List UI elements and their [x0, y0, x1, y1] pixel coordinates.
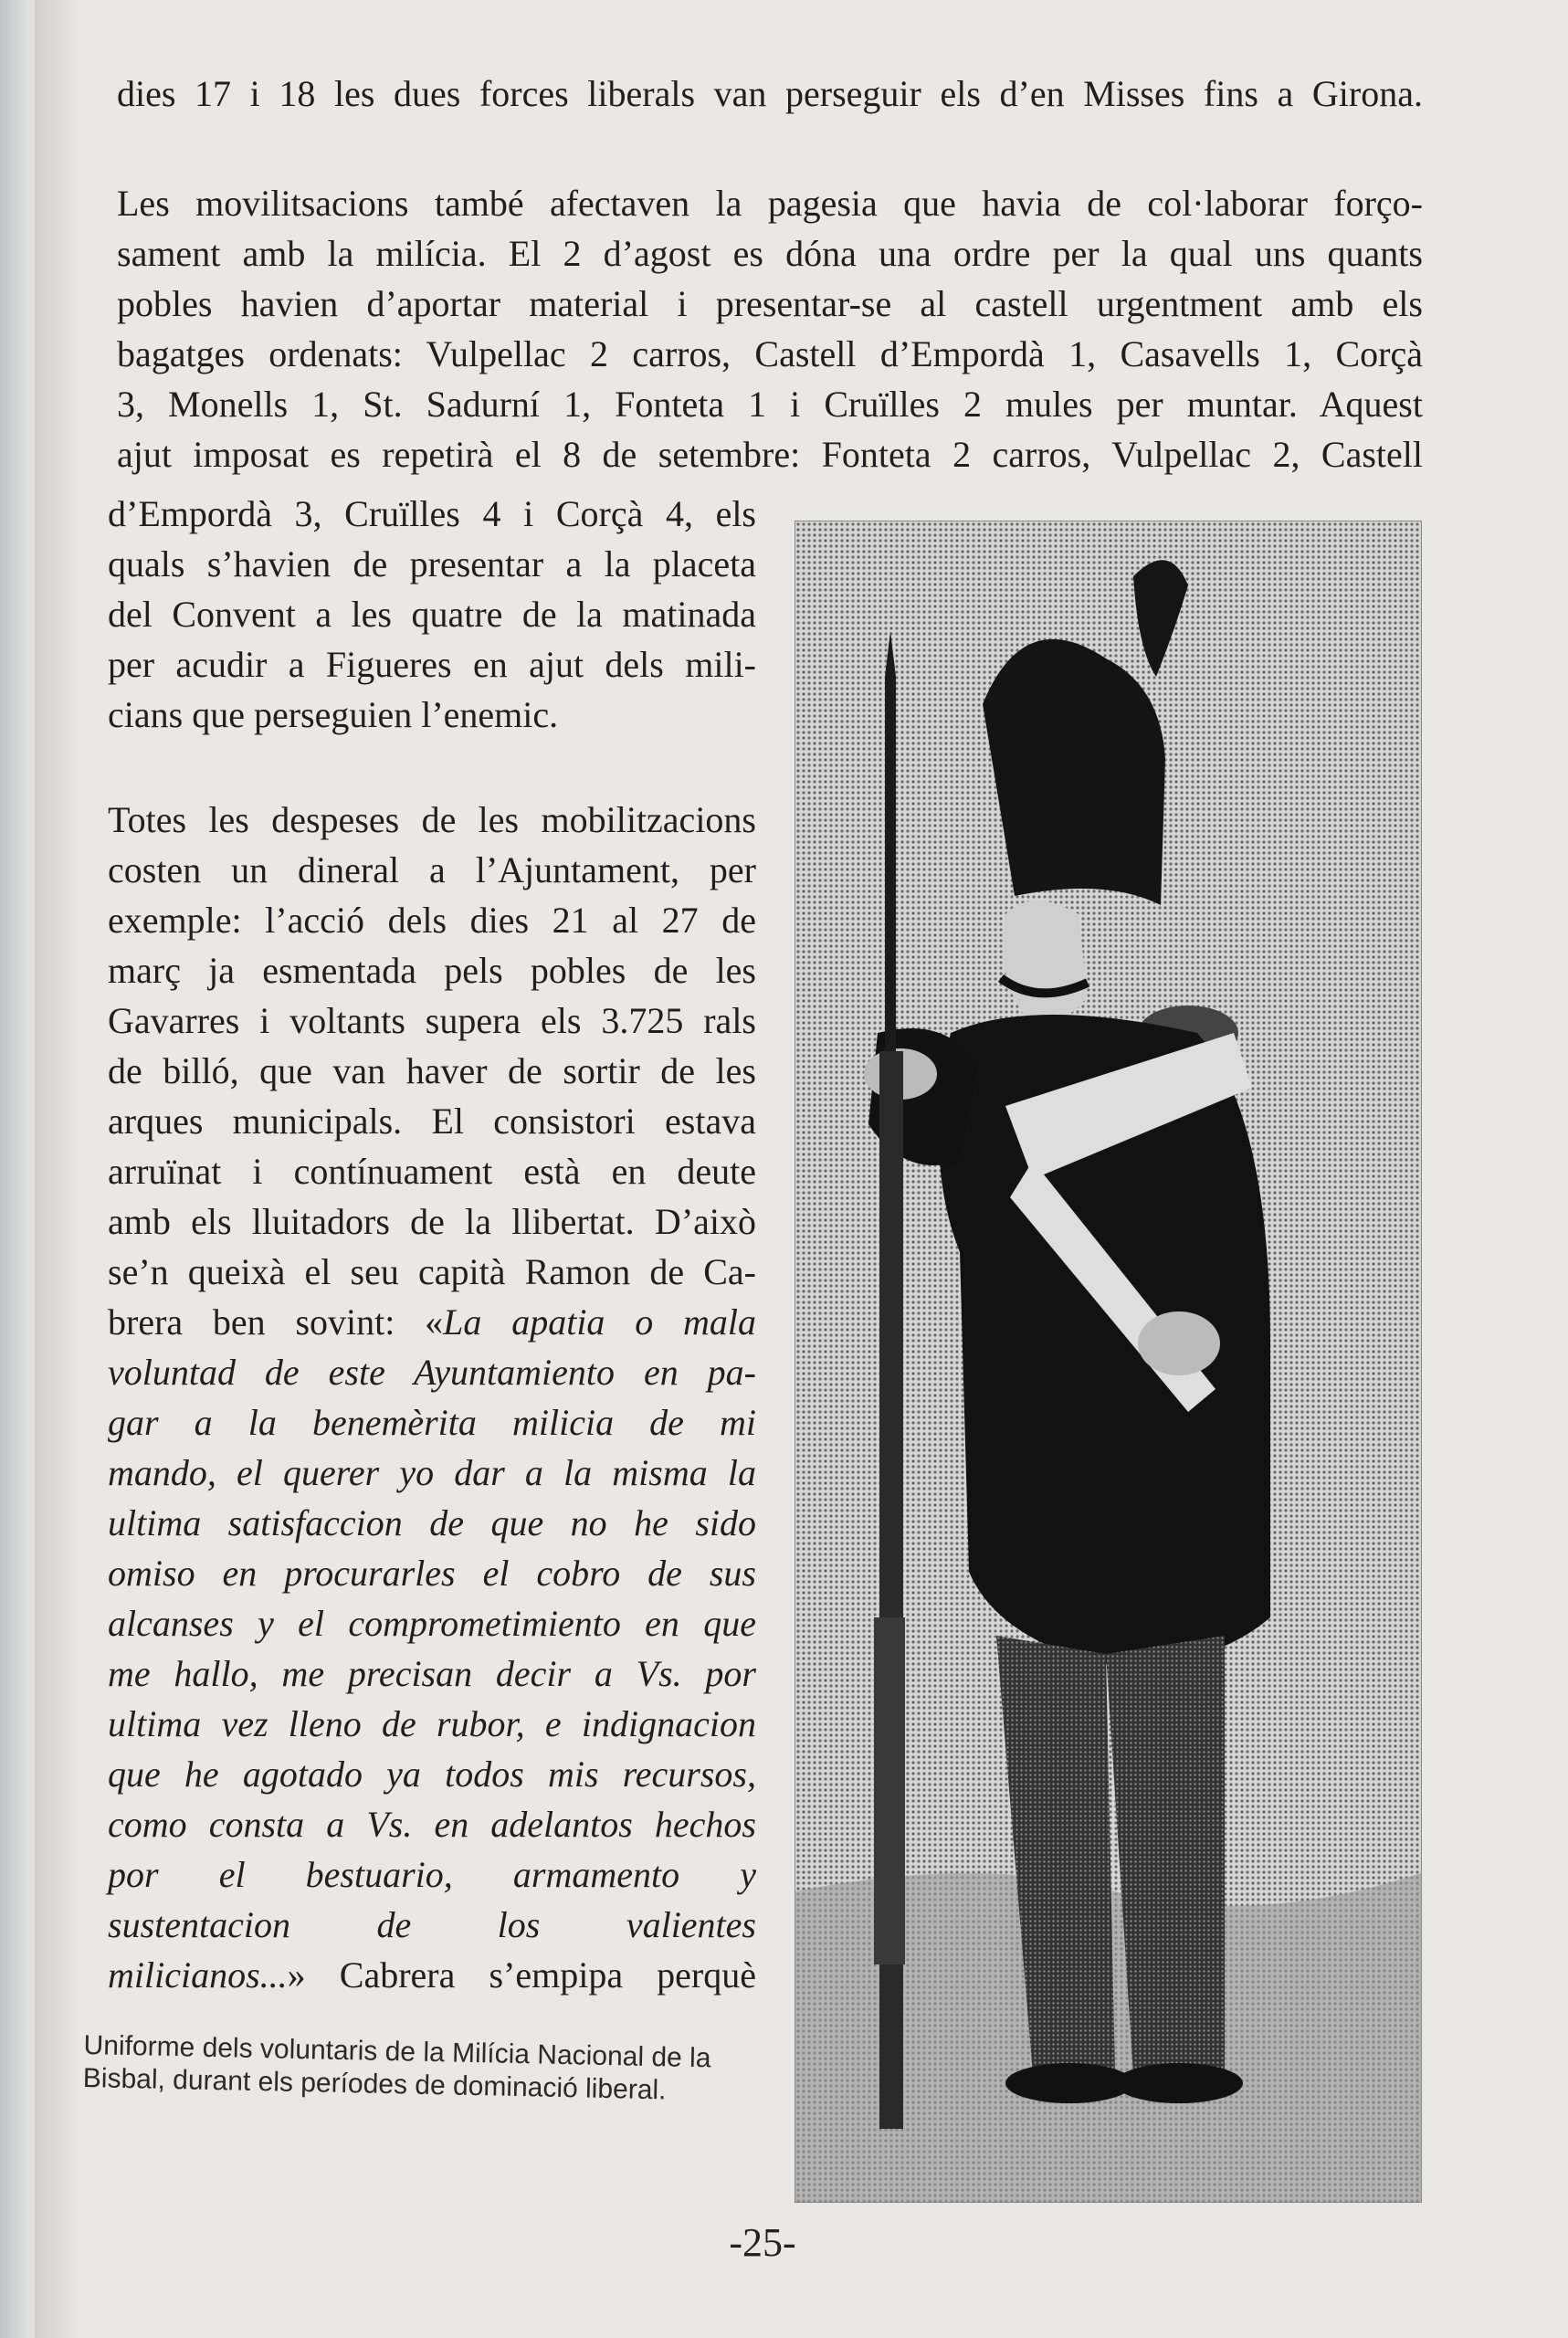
quote-start: La apatia o mala — [443, 1301, 756, 1343]
p1-col-line: per acudir a Figueres en ajut dels mili- — [108, 644, 756, 685]
p1-line: pobles havien d’aportar material i presentar-se al castell urgentment amb els — [117, 283, 1423, 324]
p2-line: exemple: l’acció dels dies 21 al 27 de — [108, 900, 756, 941]
p2-line: arruïnat i contínuament està en deute — [108, 1151, 756, 1192]
soldier-engraving — [795, 521, 1421, 2202]
p1-line: sament amb la milícia. El 2 d’agost es dóna una ordre per la qual uns quants — [117, 233, 1423, 274]
quote-line: mando, el querer yo dar a la misma la — [108, 1452, 756, 1493]
quote-end: milicianos... — [108, 1954, 288, 1996]
quote-line: ultima satisfaccion de que no he sido — [108, 1502, 756, 1543]
p2-mixed-line — [108, 1297, 756, 1347]
p2-line: març ja esmentada pels pobles de les — [108, 950, 756, 991]
p2-line: de billó, que van haver de sortir de les — [108, 1050, 756, 1091]
p2-line: se’n queixà el seu capità Ramon de Ca- — [108, 1251, 756, 1292]
quote-line: por el bestuario, armamento y — [108, 1854, 756, 1895]
figure-caption: Uniforme dels voluntaris de la Milícia Nacional de la Bisbal, durant els períodes de dominació liberal. — [82, 2029, 711, 2106]
quote-line: sustentacion de los valientes — [108, 1904, 756, 1945]
quote-line: omiso en procurarles el cobro de sus — [108, 1553, 756, 1594]
militia-soldier-illustration — [795, 521, 1422, 2203]
quote-line: ultima vez lleno de rubor, e indignacion — [108, 1703, 756, 1744]
paragraph-1-full — [117, 178, 1423, 479]
page-number: -25- — [729, 2220, 796, 2265]
p1-line: Les movilitsacions també afectaven la pagesia que havia de col·laborar forço- — [117, 183, 1423, 224]
quote-line: voluntad de este Ayuntamiento en pa- — [108, 1352, 756, 1393]
quote-line: gar a la benemèrita milicia de mi — [108, 1402, 756, 1443]
paragraph-2 — [108, 795, 756, 2000]
p2-line: amb els lluitadors de la llibertat. D’això — [108, 1201, 756, 1242]
p1-line: bagatges ordenats: Vulpellac 2 carros, Castell d’Empordà 1, Casavells 1, Corçà — [117, 333, 1423, 374]
p2-roman-prefix: brera ben sovint: « — [108, 1301, 444, 1343]
p1-col-line: d’Empordà 3, Cruïlles 4 i Corçà 4, els — [108, 493, 756, 534]
quote-line: que he agotado ya todos mis recursos, — [108, 1754, 756, 1795]
p2-last-line — [108, 1950, 756, 2000]
p1-col-line: quals s’havien de presentar a la placeta — [108, 543, 756, 584]
quote-line: me hallo, me precisan decir a Vs. por — [108, 1653, 756, 1694]
p1-line: 3, Monells 1, St. Sadurní 1, Fonteta 1 i Cruïlles 2 mules per muntar. Aquest — [117, 384, 1423, 425]
p2-line: Gavarres i voltants supera els 3.725 rals — [108, 1000, 756, 1041]
quote-line: alcanses y el comprometimiento en que — [108, 1603, 756, 1644]
p2-line: costen un dineral a l’Ajuntament, per — [108, 849, 756, 890]
p1-col-line: del Convent a les quatre de la matinada — [108, 594, 756, 635]
quote-line: como consta a Vs. en adelantos hechos — [108, 1804, 756, 1845]
p1-line: ajut imposat es repetirà el 8 de setembre: Fonteta 2 carros, Vulpellac 2, Castell — [117, 434, 1423, 475]
p2-last-roman: » Cabrera s’empipa perquè — [287, 1954, 756, 1996]
top-line-text: dies 17 i 18 les dues forces liberals van perseguir els d’en Misses fins a Girona. — [117, 73, 1423, 114]
p2-line: Totes les despeses de les mobilitzacions — [108, 799, 756, 840]
p2-line: arques municipals. El consistori estava — [108, 1101, 756, 1142]
top-line — [117, 68, 1423, 119]
paragraph-1-column — [108, 489, 756, 740]
p1-col-line: cians que perseguien l’enemic. — [108, 694, 559, 735]
